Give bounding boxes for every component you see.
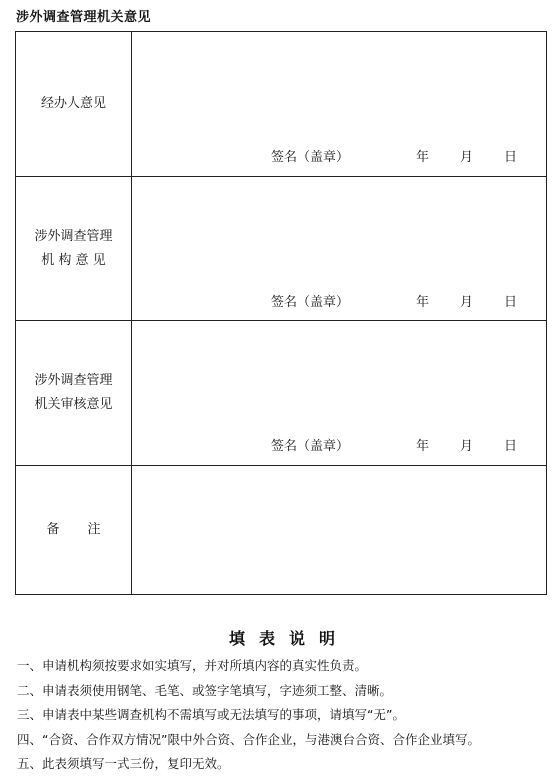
signature-line bbox=[132, 146, 546, 165]
day-label: 日 bbox=[504, 295, 518, 310]
signature-label: 签名（盖章） bbox=[271, 150, 350, 165]
handler-opinion-field[interactable] bbox=[132, 32, 547, 177]
label-line: 经办人意见 bbox=[40, 96, 106, 111]
instruction-item: 五、此表须填写一式三份，复印无效。 bbox=[17, 756, 230, 771]
instructions-section bbox=[17, 626, 547, 777]
year-label: 年 bbox=[416, 295, 430, 310]
authority-review-field[interactable] bbox=[132, 321, 547, 466]
agency-opinion-field[interactable] bbox=[132, 177, 547, 321]
remarks-label: 备注 bbox=[46, 522, 129, 537]
handler-opinion-label bbox=[16, 32, 132, 177]
year-label: 年 bbox=[416, 150, 430, 165]
remarks-label-cell bbox=[16, 466, 132, 595]
authority-review-row bbox=[16, 321, 547, 466]
remarks-field[interactable] bbox=[132, 466, 547, 595]
signature-label: 签名（盖章） bbox=[271, 439, 350, 454]
agency-opinion-row bbox=[16, 177, 547, 321]
instructions-title: 填表说明 bbox=[228, 629, 349, 648]
month-label: 月 bbox=[460, 439, 474, 454]
form-title: 涉外调查管理机关意见 bbox=[16, 10, 152, 25]
day-label: 日 bbox=[504, 439, 518, 454]
instruction-item: 三、申请表中某些调查机构不需填写或无法填写的事项，请填写“无”。 bbox=[17, 707, 405, 722]
handler-opinion-row bbox=[16, 32, 547, 177]
year-label: 年 bbox=[416, 439, 430, 454]
month-label: 月 bbox=[460, 295, 474, 310]
label-line: 机 构 意 见 bbox=[41, 252, 106, 268]
instruction-item: 四、“合资、合作双方情况”限中外合资、合作企业，与港澳台合资、合作企业填写。 bbox=[17, 731, 480, 747]
agency-opinion-label bbox=[16, 177, 132, 321]
remarks-row bbox=[16, 466, 547, 595]
signature-line bbox=[132, 435, 546, 454]
day-label: 日 bbox=[504, 150, 518, 165]
authority-review-label bbox=[16, 321, 132, 466]
signature-line bbox=[132, 291, 546, 310]
month-label: 月 bbox=[460, 150, 474, 165]
label-line: 机关审核意见 bbox=[34, 397, 113, 412]
label-line: 涉外调查管理 bbox=[34, 228, 113, 244]
opinion-table bbox=[15, 31, 547, 595]
signature-label: 签名（盖章） bbox=[271, 295, 350, 310]
instruction-item: 二、申请表须使用钢笔、毛笔、或签字笔填写，字迹须工整、清晰。 bbox=[17, 682, 393, 698]
label-line: 涉外调查管理 bbox=[34, 373, 113, 388]
instruction-item: 一、申请机构须按要求如实填写，并对所填内容的真实性负责。 bbox=[17, 658, 368, 673]
